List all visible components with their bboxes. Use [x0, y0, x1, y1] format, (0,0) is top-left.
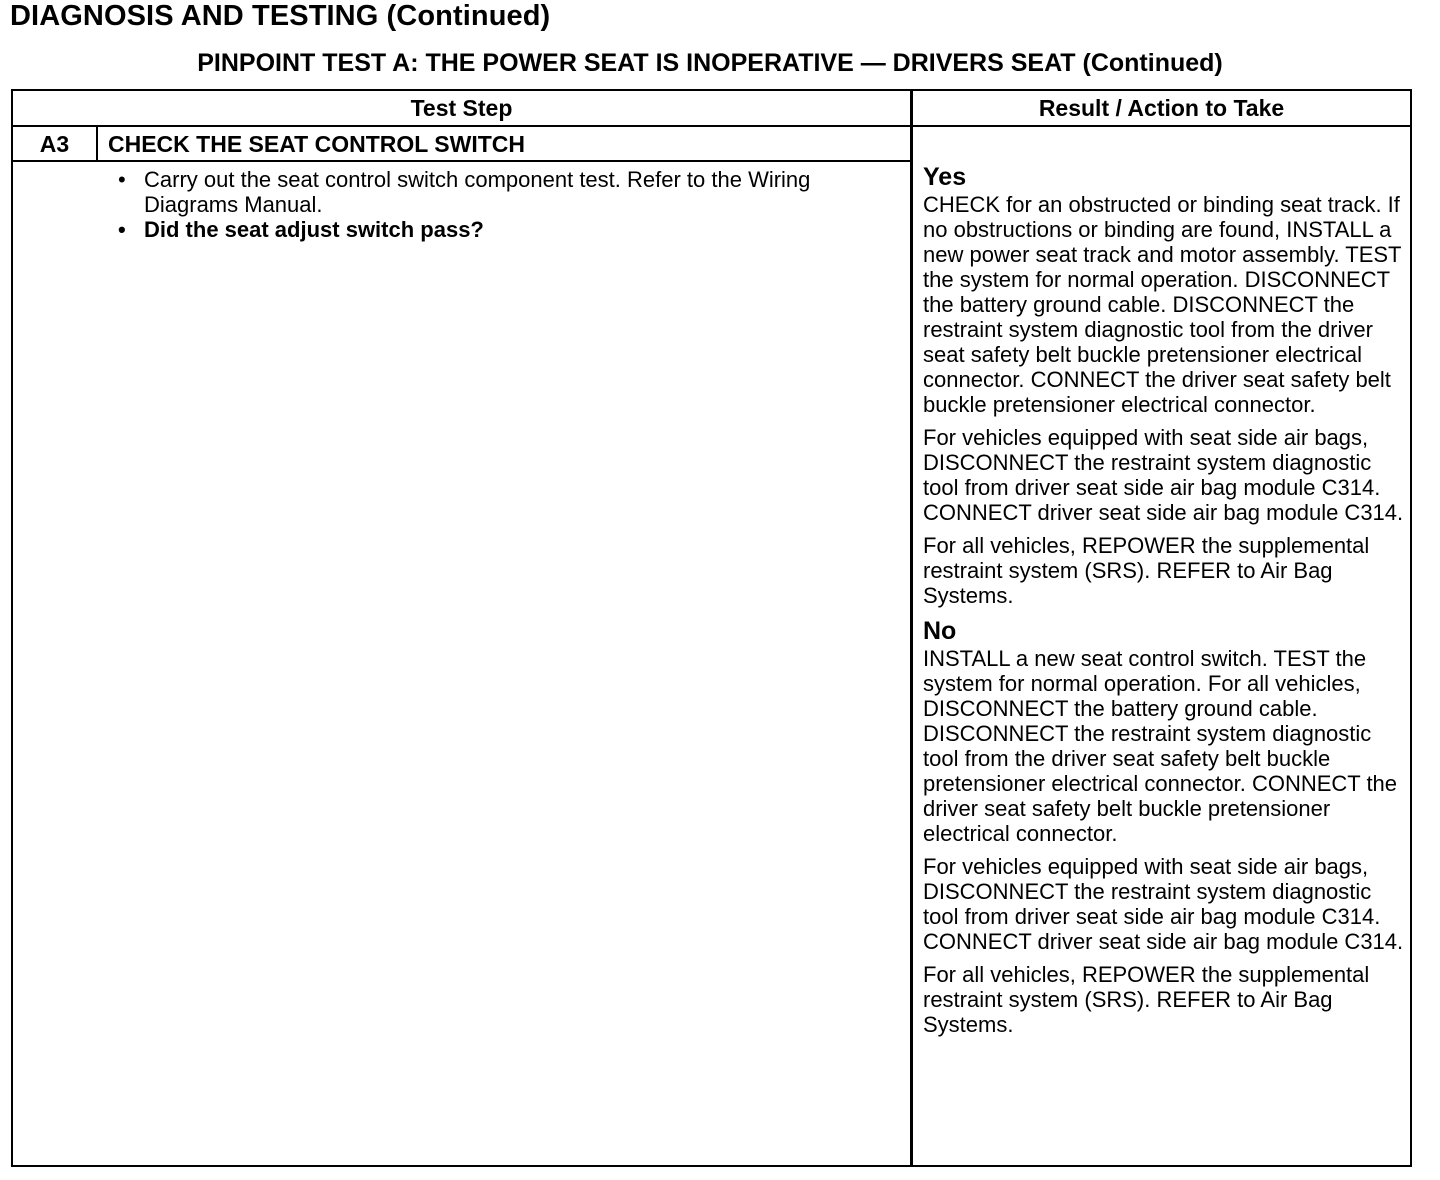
result-yes [923, 162, 1407, 608]
step-id: A3 [39, 131, 70, 157]
step-instruction-text: Carry out the seat control switch component test. Refer to the Wiring Diagrams Manual. [144, 167, 811, 217]
step-title: CHECK THE SEAT CONTROL SWITCH [108, 131, 525, 157]
step-instructions [108, 167, 888, 242]
result-no-paragraph: For all vehicles, REPOWER the supplemental restraint system (SRS). REFER to Air Bag Systems. [923, 962, 1370, 1037]
result-column [923, 162, 1407, 1045]
result-yes-label: Yes [923, 163, 967, 191]
col-header-test-step: Test Step [410, 95, 513, 121]
step-instruction-item [108, 167, 888, 217]
section-header: DIAGNOSIS AND TESTING (Continued) [10, 0, 551, 32]
column-divider [910, 91, 913, 1167]
bullet-icon: • [118, 217, 126, 242]
result-no [923, 616, 1407, 1037]
result-yes-paragraph: For vehicles equipped with seat side air bags, DISCONNECT the restraint system diagnostic tool from driver seat side air bag module C314. CONNECT driver seat side air bag module C314. [923, 425, 1404, 525]
result-no-label: No [923, 617, 957, 645]
pinpoint-test-title: PINPOINT TEST A: THE POWER SEAT IS INOPERATIVE — DRIVERS SEAT (Continued) [197, 49, 1223, 77]
pinpoint-test-table [11, 89, 1412, 1167]
result-no-paragraph: For vehicles equipped with seat side air bags, DISCONNECT the restraint system diagnostic tool from driver seat side air bag module C314. CONNECT driver seat side air bag module C314. [923, 854, 1404, 954]
step-id-divider [96, 126, 98, 161]
step-question-item [108, 217, 888, 242]
result-no-paragraph: INSTALL a new seat control switch. TEST the system for normal operation. For all vehicles, DISCONNECT the battery ground cable. DISCONNECT the restraint system diagnostic tool from the driver seat safety belt buckle pretensioner electrical connector. CONNECT the driver seat safety belt buckle pretensioner electrical connector. [923, 646, 1398, 846]
step-question-text: Did the seat adjust switch pass? [144, 217, 484, 242]
bullet-icon: • [118, 167, 126, 192]
result-yes-paragraph: CHECK for an obstructed or binding seat track. If no obstructions or binding are found, INSTALL a new power seat track and motor assembly. TEST the system for normal operation. DISCONNECT the battery ground cable. DISCONNECT the restraint system diagnostic tool from the driver seat safety belt buckle pretensioner electrical connector. CONNECT the driver seat safety belt buckle pretensioner electrical connector. [923, 192, 1402, 417]
col-header-result: Result / Action to Take [1038, 95, 1285, 121]
result-yes-paragraph: For all vehicles, REPOWER the supplemental restraint system (SRS). REFER to Air Bag Systems. [923, 533, 1370, 608]
